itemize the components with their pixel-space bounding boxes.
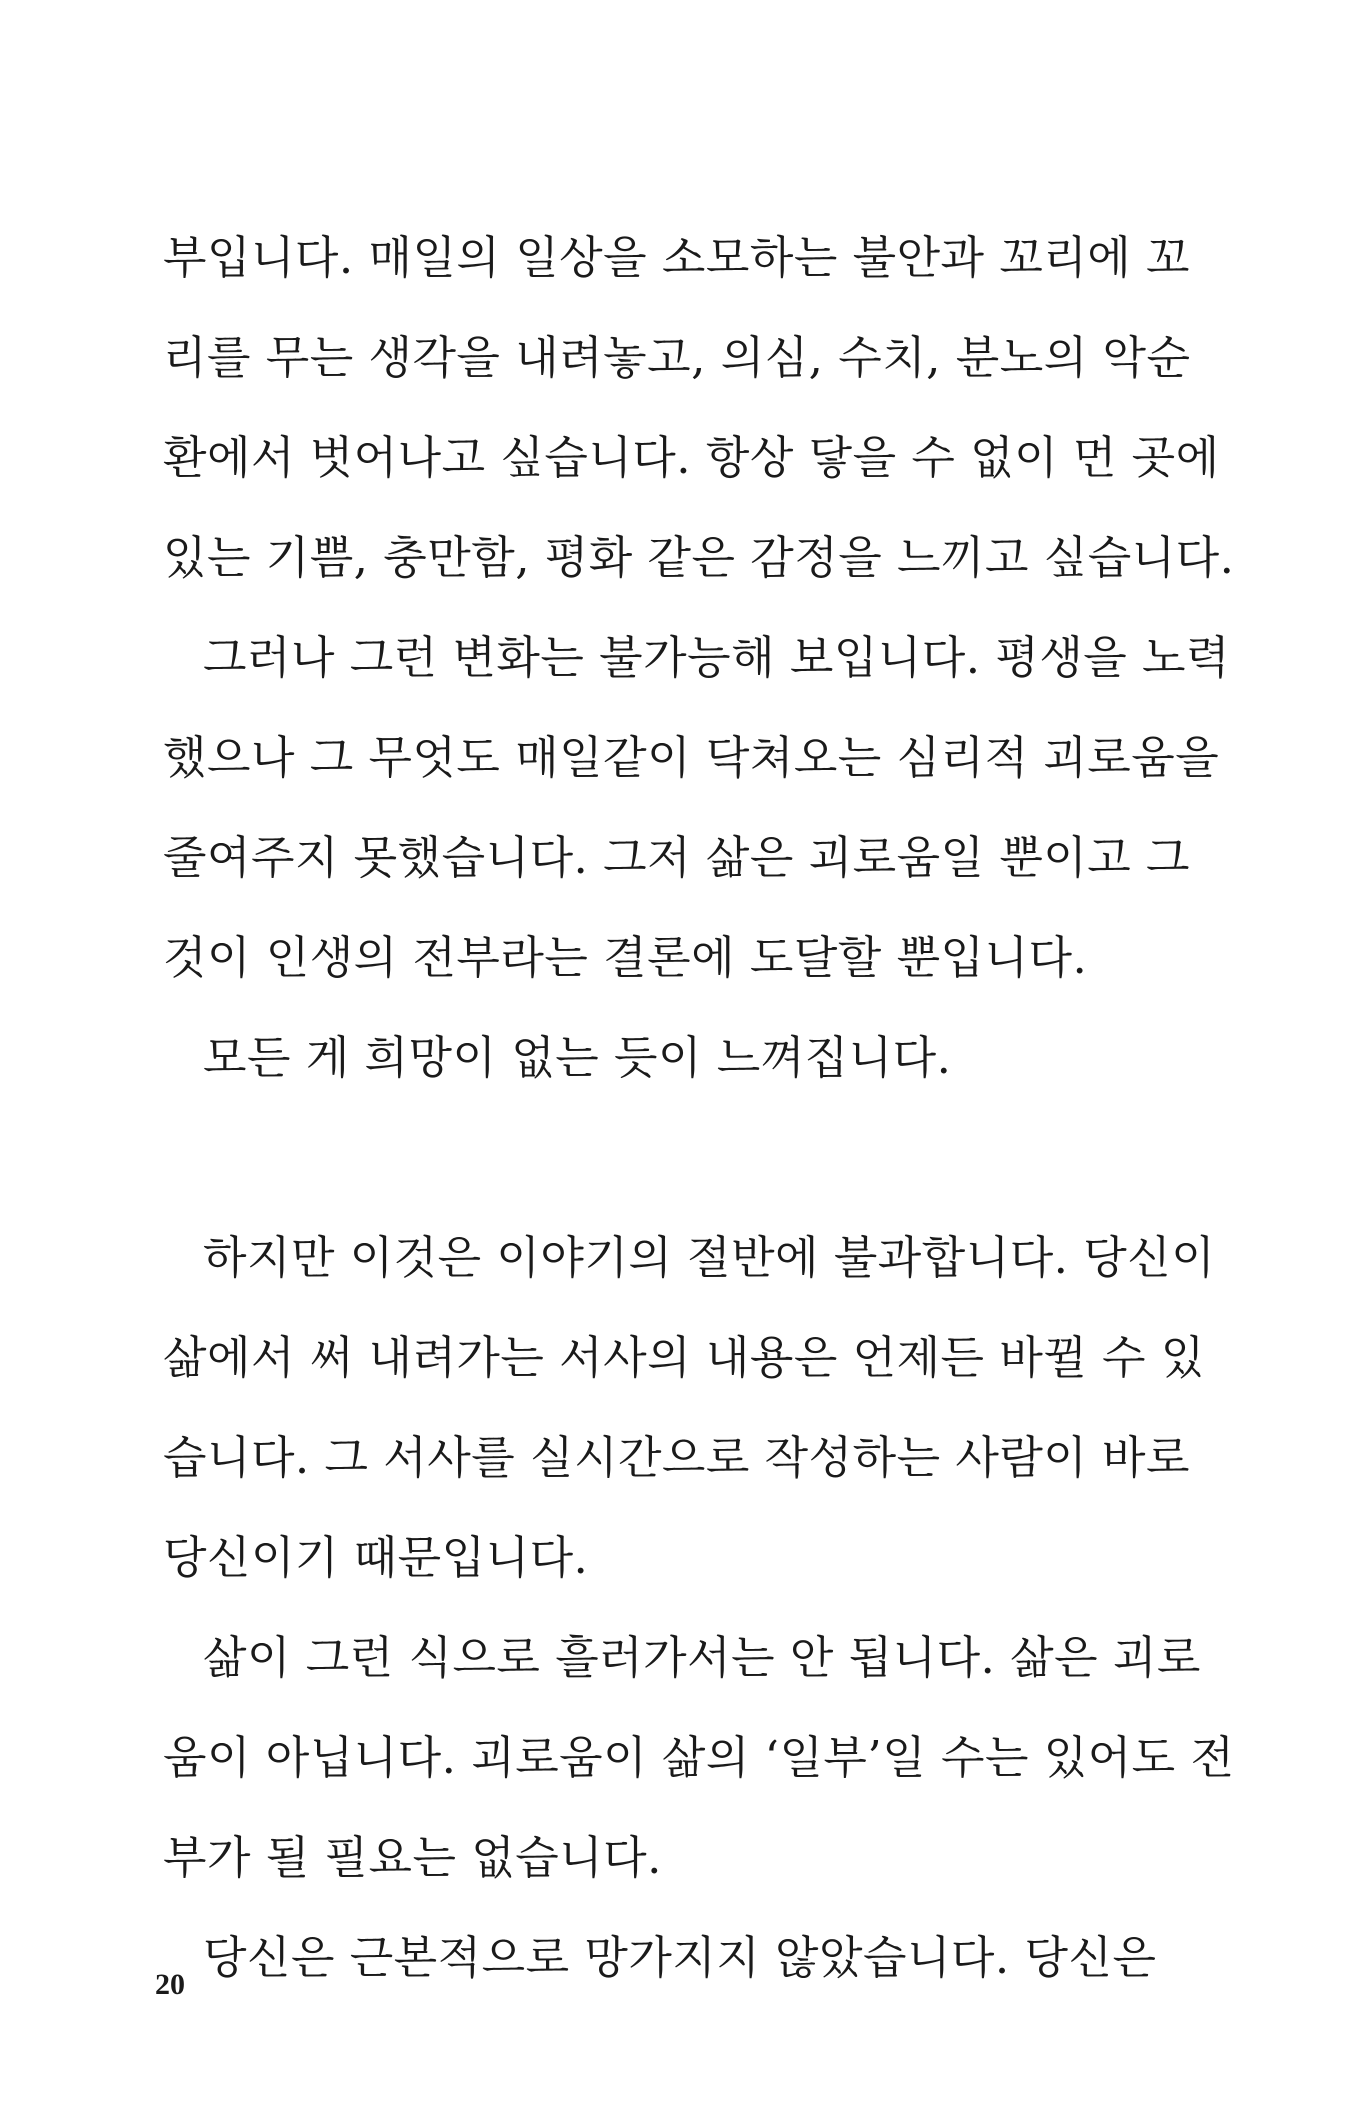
text-line: 움이 아닙니다. 괴로움이 삶의 ‘일부’일 수는 있어도 전 bbox=[163, 1731, 1235, 1784]
text-line: 당신은 근본적으로 망가지지 않았습니다. 당신은 bbox=[203, 1931, 1157, 1984]
text-line: 습니다. 그 서사를 실시간으로 작성하는 사람이 바로 bbox=[163, 1431, 1191, 1484]
text-line: 당신이기 때문입니다. bbox=[163, 1531, 589, 1584]
text-line: 모든 게 희망이 없는 듯이 느껴집니다. bbox=[203, 1031, 952, 1084]
body-text bbox=[163, 222, 1235, 2022]
text-line: 삶이 그런 식으로 흘러가서는 안 됩니다. 삶은 괴로 bbox=[203, 1631, 1201, 1684]
text-line: 부입니다. 매일의 일상을 소모하는 불안과 꼬리에 꼬 bbox=[163, 231, 1191, 284]
page-number: 20 bbox=[155, 1968, 185, 2001]
section-break bbox=[163, 1122, 1083, 1222]
text-line: 그러나 그런 변화는 불가능해 보입니다. 평생을 노력 bbox=[203, 631, 1231, 684]
text-line: 삶에서 써 내려가는 서사의 내용은 언제든 바뀔 수 있 bbox=[163, 1331, 1205, 1384]
text-line: 줄여주지 못했습니다. 그저 삶은 괴로움일 뿐이고 그 bbox=[163, 831, 1191, 884]
text-line: 것이 인생의 전부라는 결론에 도달할 뿐입니다. bbox=[163, 931, 1088, 984]
text-line: 리를 무는 생각을 내려놓고, 의심, 수치, 분노의 악순 bbox=[163, 331, 1191, 384]
text-line: 있는 기쁨, 충만함, 평화 같은 감정을 느끼고 싶습니다. bbox=[163, 531, 1235, 584]
text-line: 환에서 벗어나고 싶습니다. 항상 닿을 수 없이 먼 곳에 bbox=[163, 431, 1220, 484]
text-line: 했으나 그 무엇도 매일같이 닥쳐오는 심리적 괴로움을 bbox=[163, 731, 1220, 784]
text-line: 부가 될 필요는 없습니다. bbox=[163, 1831, 662, 1884]
text-line: 하지만 이것은 이야기의 절반에 불과합니다. 당신이 bbox=[203, 1231, 1216, 1284]
